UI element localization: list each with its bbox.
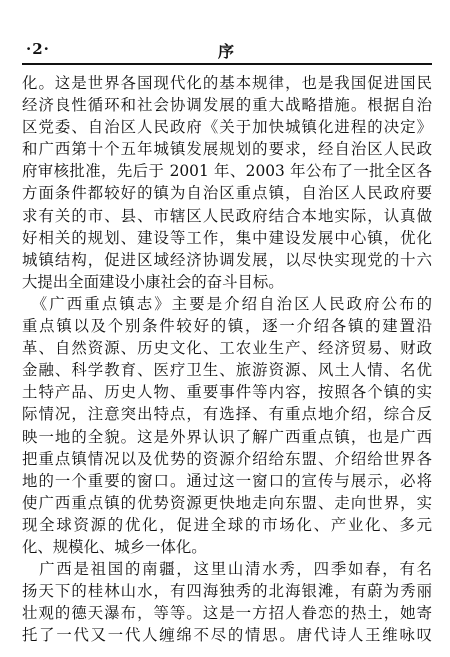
text-line: 广西是祖国的南疆，这里山清水秀，四季如春，有名: [22, 560, 432, 579]
text-line: 府审核批准，先后于 2001 年、2003 年公布了一批全区各: [22, 162, 432, 181]
text-line: 重点镇以及个别条件较好的镇，逐一介绍各镇的建置沿: [22, 317, 432, 336]
page-number: ·2·: [26, 40, 50, 58]
text-line: 使广西重点镇的优势资源更快地走向东盟、走向世界，实: [22, 493, 432, 512]
text-line: 映一地的全貌。这是外界认识了解广西重点镇，也是广西: [22, 427, 432, 446]
text-line: 经济良性循环和社会协调发展的重大战略措施。根据自治: [22, 96, 432, 115]
running-head: 序: [218, 42, 235, 61]
text-line: 地的一个重要的窗口。通过这一窗口的宣传与展示，必将: [22, 471, 432, 490]
text-line: 好相关的规划、建设等工作，集中建设发展中心镇，优化: [22, 228, 432, 247]
header-rule: [22, 63, 432, 65]
body-text: [22, 72, 432, 646]
text-line: 大提出全面建设小康社会的奋斗目标。: [22, 272, 284, 291]
text-line: 土特产品、历史人物、重要事件等内容，按照各个镇的实: [22, 383, 432, 402]
text-line: 《广西重点镇志》主要是介绍自治区人民政府公布的: [22, 294, 432, 313]
page-header: [22, 40, 432, 62]
text-line: 方面条件都较好的镇为自治区重点镇，自治区人民政府要: [22, 184, 432, 203]
text-line: 壮观的德天瀑布，等等。这是一方招人眷恋的热土，她寄: [22, 604, 432, 623]
text-line: 城镇结构，促进区域经济协调发展，以尽快实现党的十六: [22, 250, 432, 269]
text-line: 现全球资源的优化，促进全球的市场化、产业化、多元: [22, 515, 432, 534]
text-line: 把重点镇情况以及优势的资源介绍给东盟、介绍给世界各: [22, 449, 432, 468]
text-line: 区党委、自治区人民政府《关于加快城镇化进程的决定》: [22, 118, 432, 137]
text-line: 际情况，注意突出特点，有选择、有重点地介绍，综合反: [22, 405, 432, 424]
text-line: 求有关的市、县、市辖区人民政府结合本地实际，认真做: [22, 206, 432, 225]
text-line: 革、自然资源、历史文化、工农业生产、经济贸易、财政: [22, 339, 432, 358]
text-line: 托了一代又一代人缠绵不尽的情思。唐代诗人王维咏叹: [22, 626, 432, 645]
text-line: 化。这是世界各国现代化的基本规律，也是我国促进国民: [22, 74, 432, 92]
text-line: 扬天下的桂林山水，有四海独秀的北海银滩，有蔚为秀丽: [22, 582, 432, 601]
text-line: 金融、科学教育、医疗卫生、旅游资源、风土人情、名优: [22, 361, 432, 380]
text-line: 化、规模化、城乡一体化。: [22, 537, 207, 556]
text-line: 和广西第十个五年城镇发展规划的要求，经自治区人民政: [22, 140, 432, 159]
